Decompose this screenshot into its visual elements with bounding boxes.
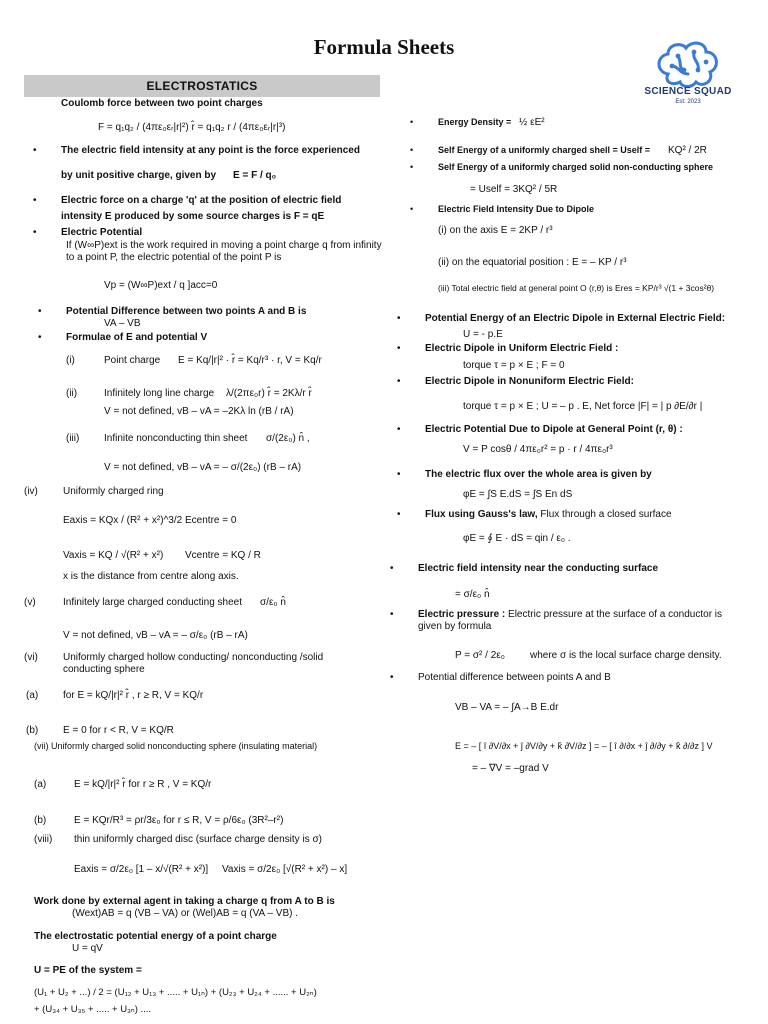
case-iii-number: (iii) [66,433,80,444]
pressure-heading [418,609,722,622]
section-title: ELECTROSTATICS [146,79,258,93]
gauss-heading-rest: Flux through a closed surface [537,509,672,520]
field-intensity-line2: by unit positive charge, given by [61,170,217,181]
gauss-heading [425,509,672,522]
page-title: Formula Sheets [313,35,455,59]
case-iii-potential: V = not defined, vB – vA = – σ/(2ε₀) (rB – rA) [104,462,302,473]
system-pe-formula-line1: (U₁ + U₂ + ...) / 2 = (U₁₂ + U₁₃ + ..... + U₁ₙ) + (U₂₃ + U₂₄ + ...... + U₂ₙ) [34,987,317,998]
case-vi-a-formula: for E = kQ/|r|² r̂ , r ≥ R, V = KQ/r [63,690,204,701]
ring-e-centre: Ecentre = 0 [185,515,237,526]
formulae-heading: • Formulae of E and potential V [66,332,207,345]
case-vi-b-formula: E = 0 for r < R, V = KQ/R [63,725,174,736]
potential-text-line1: If (W∞P)ext is the work required in moving a point charge q from infinity [66,240,382,251]
pd-ab-heading: • Potential difference between points A and B [418,672,611,685]
case-ii-label: Infinitely long line charge [104,388,215,399]
case-v-label: Infinitely large charged conducting sheet [63,597,243,608]
case-iii-formula: σ/(2ε₀) n̂ , [266,433,310,444]
ring-v-centre: Vcentre = KQ / R [185,550,261,561]
pressure-note: where σ is the local surface charge density. [530,650,722,661]
energy-density-heading: • Energy Density = [438,117,511,128]
energy-density-formula: ½ εE² [519,117,545,128]
case-i-label: Point charge [104,355,161,366]
self-energy-sphere-formula: = Uself = 3KQ² / 5R [470,184,558,195]
pressure-heading-line2: given by formula [418,621,492,632]
dipole-field-heading: • Electric Field Intensity Due to Dipole [438,204,594,215]
electric-force-line2: intensity E produced by some source charges is F = qE [61,211,325,222]
electric-force-line1: • Electric force on a charge 'q' at the position of electric field [61,195,341,208]
dipole-potential-formula: V = P cosθ / 4πε₀r² = p · r / 4πε₀r³ [463,444,613,455]
potential-heading: • Electric Potential [61,227,142,240]
disc-v-axis: Vaxis = σ/2ε₀ [√(R² + x²) – x] [222,864,348,875]
conductor-field-heading: • Electric field intensity near the conducting surface [418,563,658,576]
case-ii-formula: λ/(2πε₀r) r̂ = 2Kλ/r r̂ [226,388,312,399]
ring-note: x is the distance from centre along axis. [63,571,239,582]
system-pe-formula-line2: + (U₃₄ + U₃₅ + ..... + U₃ₙ) .... [34,1004,152,1015]
case-vi-number: (vi) [24,652,38,663]
nonuniform-field-heading: • Electric Dipole in Nonuniform Electric Field: [425,376,634,389]
dipole-field-general: (iii) Total electric field at general point O (r,θ) is Eres = KP/r³ √(1 + 3cos²θ) [438,283,715,293]
case-i-formula: E = Kq/|r|² · r̂ = Kq/r³ · r, V = Kq/r [178,355,322,366]
coulomb-heading: Coulomb force between two point charges [61,98,263,109]
gauss-heading-bold: Flux using Gauss's law, [425,509,538,520]
section-header [24,75,380,97]
case-viii-label: thin uniformly charged disc (surface charge density is σ) [74,834,322,845]
case-i-number: (i) [66,355,75,366]
case-v-number: (v) [24,597,36,608]
potential-text-line2: to a point P, the electric potential of the point P is [66,252,282,263]
uniform-field-formula: torque τ = p × E ; F = 0 [463,360,565,371]
dipole-pe-heading: • Potential Energy of an Electric Dipole in External Electric Field: [425,313,725,326]
case-vii-a-number: (a) [34,779,47,790]
flux-formula: φE = ∫S E.dS = ∫S En dS [463,489,573,500]
case-vii-b-number: (b) [34,815,47,826]
uniform-field-heading: • Electric Dipole in Uniform Electric Field : [425,343,618,356]
self-energy-shell-formula: KQ² / 2R [668,145,707,156]
pressure-formula: P = σ² / 2ε₀ [455,650,505,661]
case-vi-b-number: (b) [26,725,39,736]
case-vi-label-line2: conducting sphere [63,664,145,675]
gradient-formula: E = – [ î ∂V/∂x + ĵ ∂V/∂y + k̂ ∂V/∂z ] = – [ î ∂/∂x + ĵ ∂/∂y + k̂ ∂/∂z ] V [455,741,713,751]
case-v-formula: σ/ε₀ n̂ [260,597,286,608]
pressure-heading-rest: Electric pressure at the surface of a conductor is [505,609,723,620]
case-vi-label-line1: Uniformly charged hollow conducting/ nonconducting /solid [63,652,324,663]
case-ii-potential: V = not defined, vB – vA = –2Kλ ln (rB / rA) [104,406,294,417]
case-iv-number: (iv) [24,486,38,497]
disc-e-axis: Eaxis = σ/2ε₀ [1 – x/√(R² + x²)] [74,864,209,875]
dipole-potential-heading: • Electric Potential Due to Dipole at General Point (r, θ) : [425,424,683,437]
pressure-heading-bold: Electric pressure : [418,609,506,620]
pd-ab-formula: VB – VA = – ∫A→B E.dr [455,702,559,713]
case-ii-number: (ii) [66,388,78,399]
flux-heading: • The electric flux over the whole area is given by [425,469,652,482]
case-vii-b-formula: E = KQr/R³ = ρr/3ε₀ for r ≤ R, V = ρ/6ε₀ (3R²–r²) [74,815,284,826]
work-formula: (Wext)AB = q (VB – VA) or (Wel)AB = q (VA – VB) . [72,908,298,919]
pe-formula: U = qV [72,943,103,954]
case-vii-label: (vii) Uniformly charged solid nonconducting sphere (insulating material) [34,741,318,751]
self-energy-sphere-heading: • Self Energy of a uniformly charged solid non-conducting sphere [438,162,713,173]
case-iii-label: Infinite nonconducting thin sheet [104,433,248,444]
gauss-formula: φE = ∮ E · dS = qin / ε₀ . [463,533,571,544]
pd-formula: VA – VB [104,318,141,329]
dipole-field-axis: (i) on the axis E = 2KP / r³ [438,225,553,236]
case-viii-number: (viii) [34,834,53,845]
dipole-field-equator: (ii) on the equatorial position : E = – KP / r³ [438,257,627,268]
potential-formula: Vp = (W∞P)ext / q ]acc=0 [104,280,218,291]
ring-e-axis: Eaxis = KQx / (R² + x²)^3/2 [63,515,183,526]
coulomb-formula: F = q₁q₂ / (4πε₀εᵣ|r|²) r̂ = q₁q₂ r / (4πε₀εᵣ|r|³) [98,122,286,133]
nonuniform-field-formula: torque τ = p × E ; U = – p . E, Net force |F| = | p ∂E/∂r | [463,401,703,412]
brand-name: SCIENCE SQUAD [644,86,732,97]
self-energy-shell-heading: • Self Energy of a uniformly charged shell = Uself = [438,145,650,156]
conductor-field-formula: = σ/ε₀ n̂ [455,589,490,600]
field-intensity-formula: E = F / q₀ [233,170,277,181]
case-vii-a-formula: E = kQ/|r|² r̂ for r ≥ R , V = KQ/r [74,779,212,790]
gradient-formula-line2: = – ∇V = –grad V [472,763,549,774]
case-v-potential: V = not defined, vB – vA = – σ/ε₀ (rB – rA) [63,630,248,641]
case-iv-label: Uniformly charged ring [63,486,164,497]
ring-v-axis: Vaxis = KQ / √(R² + x²) [63,550,164,561]
field-intensity-line1: • The electric field intensity at any point is the force experienced [61,145,360,158]
pd-heading: • Potential Difference between two points A and B is [66,306,306,319]
brand-est: Est: 2023 [675,99,701,105]
dipole-pe-formula: U = - p.E [463,329,503,340]
system-pe-heading: U = PE of the system = [34,965,142,976]
work-heading: Work done by external agent in taking a charge q from A to B is [34,896,335,907]
case-vi-a-number: (a) [26,690,39,701]
pe-heading: The electrostatic potential energy of a point charge [34,931,277,942]
